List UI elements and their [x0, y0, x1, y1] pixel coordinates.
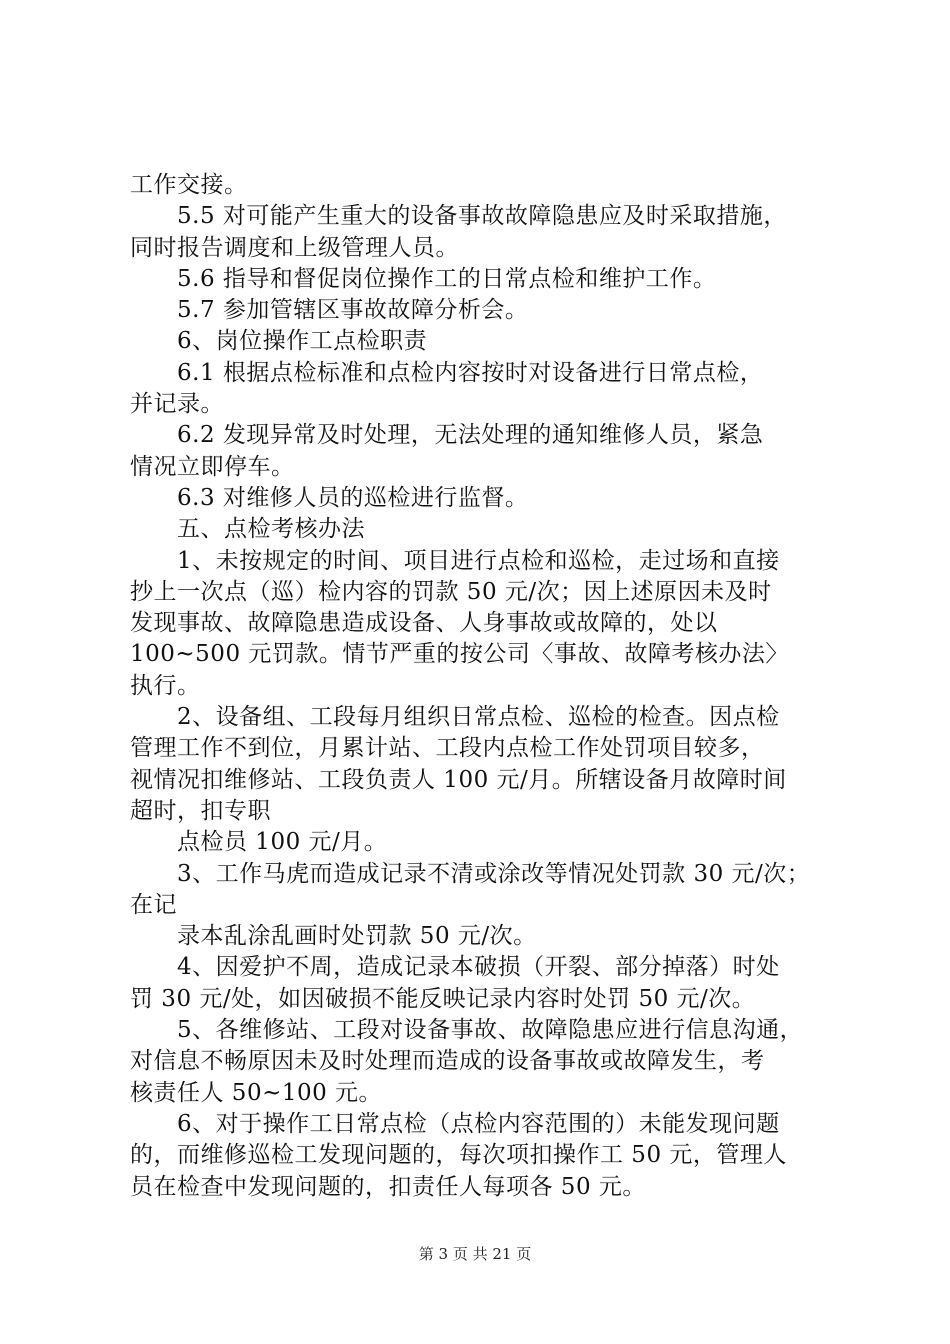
text-line: 发现事故、故障隐患造成设备、人身事故或故障的，处以 — [130, 610, 718, 637]
text-line: 同时报告调度和上级管理人员。 — [130, 234, 459, 261]
text-line: 核责任人 50~100 元。 — [130, 1079, 383, 1106]
text-line: 5.6 指导和督促岗位操作工的日常点检和维护工作。 — [177, 265, 717, 292]
text-line: 抄上一次点（巡）检内容的罚款 50 元/次；因上述原因未及时 — [130, 578, 772, 605]
text-line: 情况立即停车。 — [130, 453, 295, 480]
text-line: 录本乱涂乱画时处罚款 50 元/次。 — [177, 923, 537, 950]
page-number: 第 3 页 共 21 页 — [418, 1245, 532, 1263]
text-line: 并记录。 — [130, 391, 224, 418]
text-line: 对信息不畅原因未及时处理而造成的设备事故或故障发生，考 — [130, 1048, 765, 1075]
text-line: 3、工作马虎而造成记录不清或涂改等情况处罚款 30 元/次； — [177, 860, 811, 887]
text-line: 管理工作不到位，月累计站、工段内点检工作处罚项目较多， — [130, 735, 765, 762]
text-line: 罚 30 元/处，如因破损不能反映记录内容时处罚 50 元/次。 — [130, 985, 756, 1012]
text-line: 的，而维修巡检工发现问题的，每次项扣操作工 50 元，管理人 — [130, 1142, 787, 1169]
text-line: 执行。 — [130, 672, 201, 699]
document-body — [130, 170, 840, 1203]
text-line: 6.2 发现异常及时处理，无法处理的通知维修人员，紧急 — [177, 422, 764, 449]
text-line: 6.3 对维修人员的巡检进行监督。 — [177, 484, 529, 511]
text-line: 超时，扣专职 — [130, 797, 271, 824]
text-line: 在记 — [130, 891, 177, 918]
text-line: 6.1 根据点检标准和点检内容按时对设备进行日常点检， — [177, 359, 764, 386]
text-line: 2、设备组、工段每月组织日常点检、巡检的检查。因点检 — [177, 704, 780, 731]
text-line: 工作交接。 — [130, 172, 248, 198]
text-line: 1、未按规定的时间、项目进行点检和巡检，走过场和直接 — [177, 547, 780, 574]
text-line: 5.5 对可能产生重大的设备事故故障隐患应及时采取措施， — [177, 203, 787, 230]
text-line: 6、对于操作工日常点检（点检内容范围的）未能发现问题 — [177, 1110, 780, 1137]
text-line: 点检员 100 元/月。 — [177, 829, 388, 856]
section-heading: 6、岗位操作工点检职责 — [177, 328, 428, 355]
text-line: 100~500 元罚款。情节严重的按公司〈事故、故障考核办法〉 — [130, 641, 789, 668]
text-line: 4、因爱护不周，造成记录本破损（开裂、部分掉落）时处 — [177, 954, 780, 981]
section-heading: 五、点检考核办法 — [177, 516, 365, 543]
text-line: 5.7 参加管辖区事故故障分析会。 — [177, 297, 529, 324]
text-line: 5、各维修站、工段对设备事故、故障隐患应进行信息沟通， — [177, 1017, 804, 1044]
text-line: 视情况扣维修站、工段负责人 100 元/月。所辖设备月故障时间 — [130, 766, 787, 793]
text-line: 员在检查中发现问题的，扣责任人每项各 50 元。 — [130, 1173, 646, 1200]
